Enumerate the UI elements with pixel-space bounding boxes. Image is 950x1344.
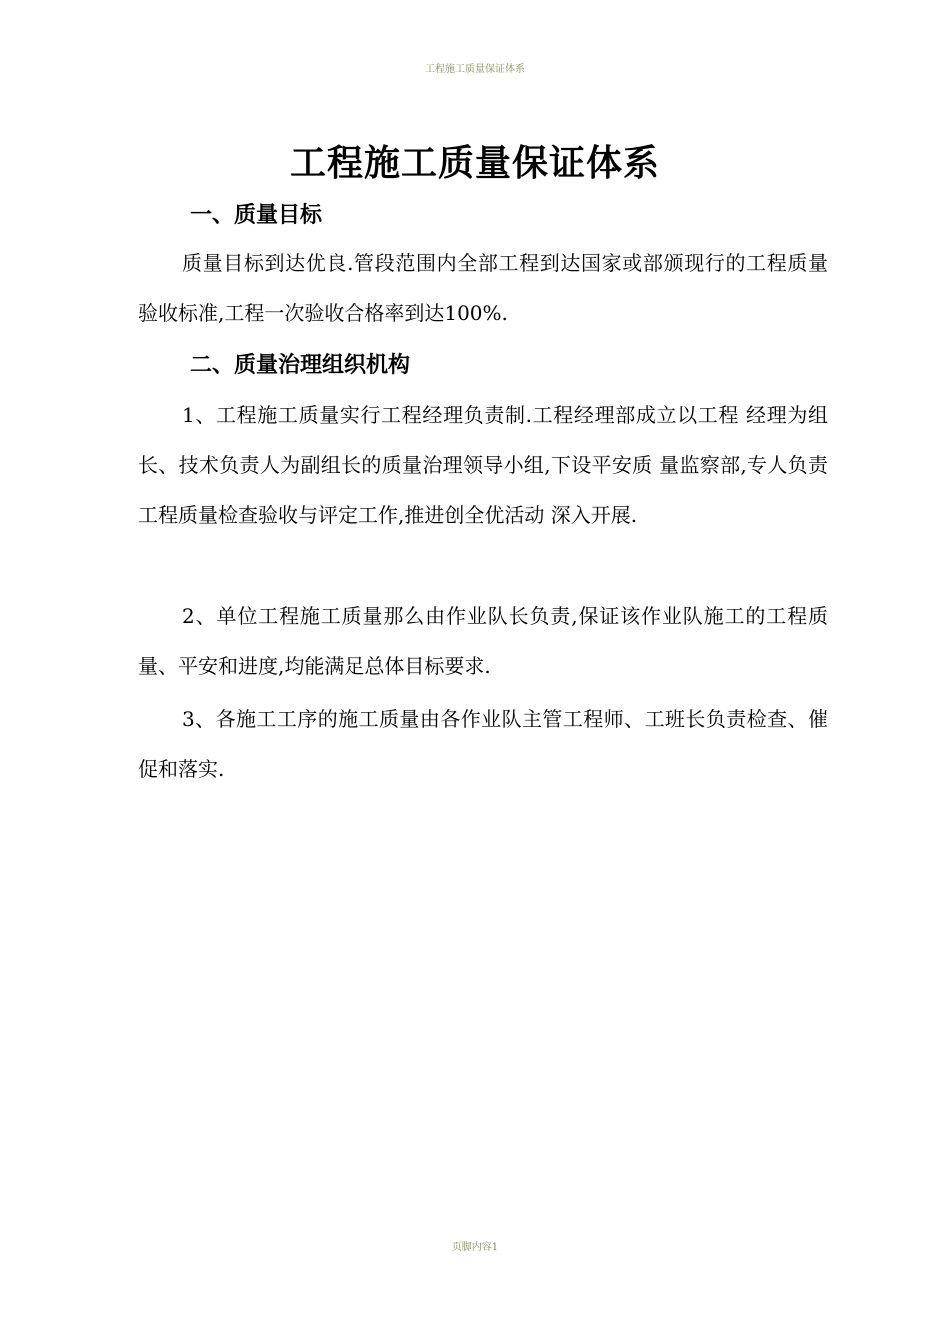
page-footer: 页脚内容1 [451,1242,499,1253]
section-heading-organization: 二、质量治理组织机构 [190,353,411,378]
section-heading-quality-goal: 一、质量目标 [190,203,323,228]
document-title: 工程施工质量保证体系 [289,142,660,184]
page-header: 工程施工质量保证体系 [425,64,525,75]
paragraph-organization-1: 1、工程施工质量实行工程经理负责制.工程经理部成立以工程 经理为组长、技术负责人为副组长的质量治理领导小组,下设平安质 量监察部,专人负责工程质量检查验收与评定工作,推进创全优活动 深入开展. [138,403,828,527]
paragraph-quality-goal: 质量目标到达优良.管段范围内全部工程到达国家或部颁现行的工程质量验收标准,工程一次验收合格率到达100%. [138,251,828,325]
paragraph-organization-2: 2、单位工程施工质量那么由作业队长负责,保证该作业队施工的工程质量、平安和进度,均能满足总体目标要求. [138,604,828,678]
paragraph-organization-3: 3、各施工工序的施工质量由各作业队主管工程师、工班长负责检查、催促和落实. [138,707,828,781]
